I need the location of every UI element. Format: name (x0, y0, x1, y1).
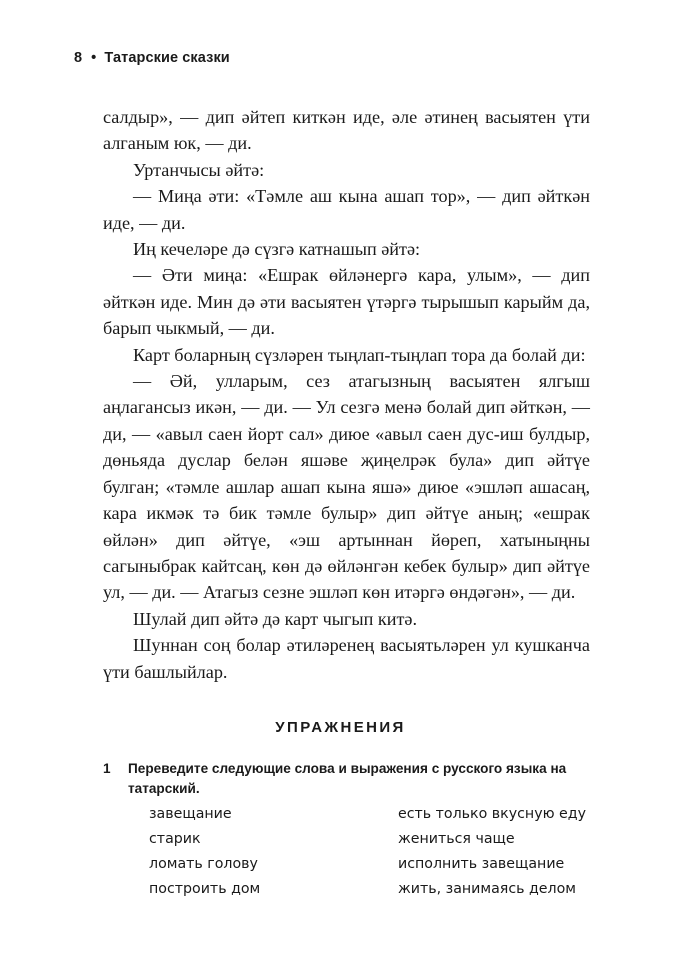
word-item: завещание (149, 806, 232, 822)
story-paragraph: — Әй, улларым, сез атагызның васыятен ялгыш аңлагансыз икән, — ди. — Ул сезгә менә болай дип әйткән, — ди, — «авыл саен йорт сал» диюе «авыл саен дус-иш булдыр, дөньяда дуслар белән яшәве җиңелрәк була» дип әйтүе булган; «тәмле ашлар ашап кына яшә» диюе «эшләп ашасаң, кара икмәк тә бик тәмле булыр» дип әйтүе аның; «ешрак өйлән» дип әйтүе, «эш артыннан йөреп, хатыныңны сагыныбрак кайтсаң, көн дә өйләнгән кебек булыр» дип әйтүе ул, — ди. — Атагыз сезне эшләп көн итәргә өндәгән», — ди. (103, 371, 590, 603)
story-paragraph: Иң кечеләре дә сүзгә катнашып әйтә: (133, 239, 421, 260)
word-item: исполнить завещание (398, 856, 565, 872)
word-list-right (398, 802, 586, 902)
running-header (74, 50, 230, 66)
word-item: есть только вкусную еду (398, 806, 586, 822)
story-paragraph: — Әти миңа: «Ешрак өйләнергә кара, улым», — дип әйткән иде. Мин дә әти васыятен үтәргә тырышып карыйм да, барып чыкмый, — ди. (103, 265, 590, 339)
word-list-left (149, 802, 260, 902)
word-item: жениться чаще (398, 831, 515, 847)
word-item: построить дом (149, 881, 261, 897)
task-instruction: Переведите следующие слова и выражения с русского языка на татарский. (128, 761, 567, 796)
word-item: старик (149, 831, 201, 847)
page-number: 8 (74, 50, 83, 66)
story-paragraph: Шуннан соң болар әтиләренең васыятьләрен ул кушканча үти башлыйлар. (103, 635, 590, 682)
word-item: ломать голову (149, 856, 258, 872)
exercise-task-1 (103, 759, 593, 799)
exercises-heading: УПРАЖНЕНИЯ (275, 719, 406, 736)
story-paragraph: салдыр», — дип әйтеп киткән иде, әле әтинең васыятен үти алганым юк, — ди. (103, 107, 590, 154)
book-title: Татарские сказки (104, 50, 230, 66)
header-bullet: • (91, 50, 97, 66)
task-number: 1 (103, 761, 111, 776)
story-text (103, 104, 590, 685)
story-paragraph: — Миңа әти: «Тәмле аш кына ашап тор», — дип әйткән иде, — ди. (103, 186, 590, 233)
story-paragraph: Уртанчысы әйтә: (133, 159, 265, 180)
story-paragraph: Карт боларның сүзләрен тыңлап-тыңлап тора да болай ди: (133, 344, 586, 365)
word-item: жить, занимаясь делом (398, 881, 576, 897)
story-paragraph: Шулай дип әйтә дә карт чыгып китә. (133, 608, 418, 629)
